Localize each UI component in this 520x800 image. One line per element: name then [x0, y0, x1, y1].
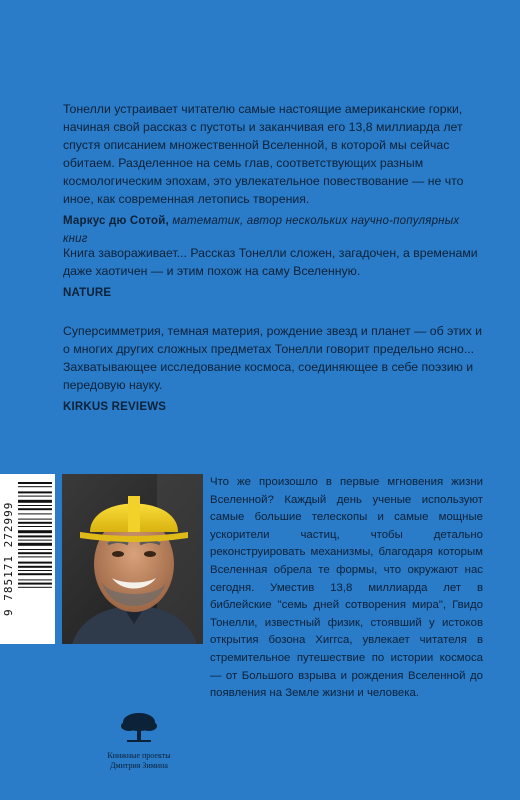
publisher-logo [100, 710, 178, 771]
publisher-name-line2: Дмитрия Зимина [110, 761, 168, 770]
tree-icon [119, 710, 159, 746]
barcode-bar [18, 570, 52, 571]
barcode-bar [18, 530, 52, 533]
barcode-bar [18, 519, 52, 520]
barcode-bar [18, 486, 52, 487]
barcode-bar [18, 500, 52, 503]
barcode-bar [18, 526, 52, 527]
author-portrait [62, 474, 203, 644]
barcode-bar [18, 583, 52, 585]
barcode-bar [18, 587, 52, 588]
review-attribution [63, 212, 483, 248]
review-text: Тонелли устраивает читателю самые настоящие американские горки, начиная свой рассказ с пустоты и заканчивая его 13,8 миллиарда лет спустя описанием множественной Вселенной, в которой мы сейчас обитаем. Разделенное на семь глав, соответствующих разным космологическим эпохам, это увлекательное повествование — не что иное, как современная летопись творения. [63, 102, 464, 206]
review-author: Маркус дю Сотой, [63, 215, 169, 227]
barcode-bar [18, 579, 52, 580]
barcode-digits: 9 785171 272999 [2, 501, 15, 617]
book-description: Что же произошло в первые мгновения жизни Вселенной? Каждый день ученые используют самые большие телескопы и самые мощные ускорители частиц, чтобы детально реконструировать механизмы, благодаря которым Вселенная обрела те формы, что окружают нас сегодня. Уместив 13,8 миллиарда лет в библейские "семь дней сотворения мира", Гвидо Тонелли, известный физик, стоявший у истоков открытия бозона Хиггса, увлекает читателя в стремительное путешествие по истории космоса — от Большого взрыва и рождения Вселенной до появления на Земле жизни и человека. [210, 476, 483, 700]
barcode-bar [18, 535, 52, 537]
barcode-bar [18, 573, 52, 575]
review-author-role: математик, автор нескольких научно-популярных книг [63, 215, 460, 245]
review-3 [63, 322, 483, 416]
barcode-bar [18, 508, 52, 510]
review-author: KIRKUS REVIEWS [63, 401, 167, 413]
barcode-bar [18, 540, 52, 541]
barcode-bar [18, 491, 52, 493]
review-1 [63, 100, 483, 248]
barcode-bar [18, 522, 52, 524]
barcode-bar [18, 549, 52, 550]
barcode-bar [18, 505, 52, 506]
review-2 [63, 244, 483, 302]
barcode-bar [18, 513, 52, 514]
publisher-name-line1: Книжные проекты [107, 751, 171, 760]
barcode [0, 474, 55, 644]
barcode-bar [18, 543, 52, 546]
barcode-bar [18, 562, 52, 564]
barcode-bar [18, 482, 52, 484]
barcode-bar [18, 496, 52, 497]
barcode-bar [18, 552, 52, 554]
barcode-bar [18, 556, 52, 557]
review-text: Суперсимметрия, темная материя, рождение звезд и планет — об этих и о многих других сложных предметах Тонелли говорит предельно ясно... Захватывающее исследование космоса, соединяющее в себе поэзию и передовую науку. [63, 324, 483, 392]
review-text: Книга завораживает... Рассказ Тонелли сложен, загадочен, а временами даже хаотичен — и этим похож на саму Вселенную. [63, 246, 478, 278]
barcode-bar [18, 566, 52, 568]
author-photo [62, 474, 203, 644]
review-author: NATURE [63, 287, 112, 299]
